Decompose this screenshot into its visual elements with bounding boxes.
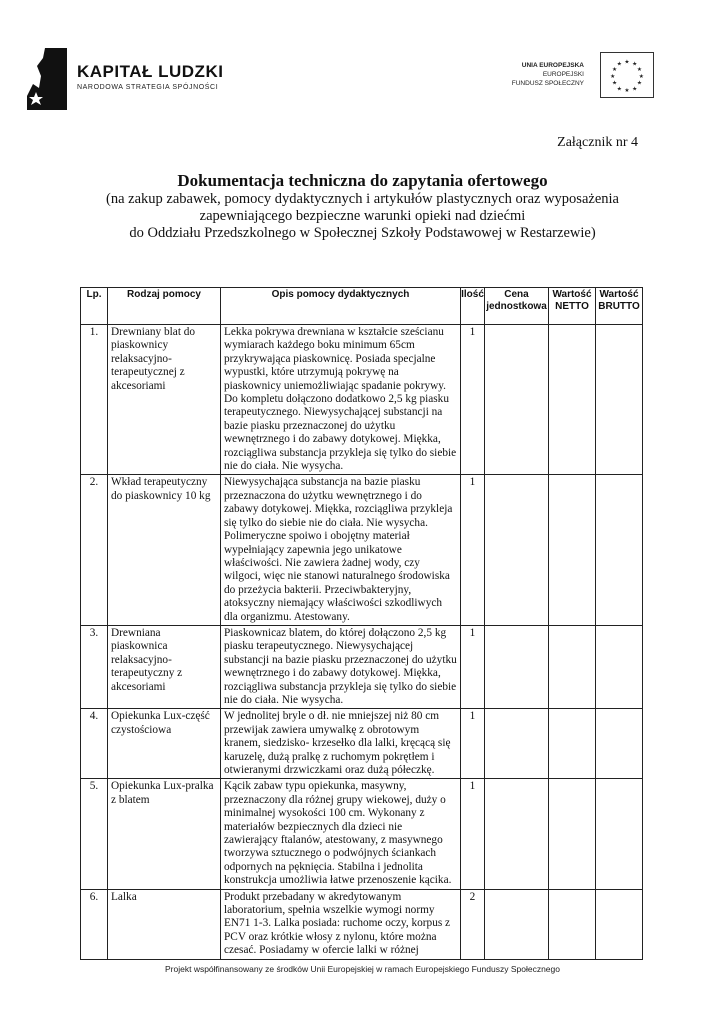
svg-text:★: ★ bbox=[616, 86, 622, 93]
cell-gross-value bbox=[596, 325, 643, 475]
eu-line-2: EUROPEJSKI bbox=[542, 71, 584, 78]
header-quantity: Ilość bbox=[461, 288, 485, 325]
cell-lp: 4. bbox=[81, 709, 108, 779]
cell-description: W jednolitej bryle o dł. nie mniejszej niż 80 cm przewijak zawiera umywalkę z obrotowym kranem, siedzisko- krzesełko dla lalki, kręcącą się karuzelę, dużą pralkę z ruchomym pokrętłem i otwieranymi drzwiczkami oraz dużą półeczkę. bbox=[221, 709, 461, 779]
cell-type: Opiekunka Lux-pralka z blatem bbox=[108, 779, 221, 889]
table-row bbox=[81, 779, 643, 889]
cell-net-value bbox=[549, 325, 596, 475]
kapital-ludzki-logo bbox=[27, 48, 227, 110]
table-row bbox=[81, 709, 643, 779]
cell-unit-price bbox=[485, 475, 549, 625]
cell-lp: 5. bbox=[81, 779, 108, 889]
cell-quantity: 1 bbox=[461, 325, 485, 475]
svg-text:★: ★ bbox=[624, 59, 630, 66]
cell-net-value bbox=[549, 889, 596, 959]
cell-type: Wkład terapeutyczny do piaskownicy 10 kg bbox=[108, 475, 221, 625]
cell-quantity: 1 bbox=[461, 779, 485, 889]
cell-type: Opiekunka Lux-część czystościowa bbox=[108, 709, 221, 779]
subtitle-line: zapewniającego bezpieczne warunki opieki nad dziećmi bbox=[199, 208, 526, 224]
svg-text:★: ★ bbox=[636, 80, 643, 87]
svg-text:★: ★ bbox=[611, 67, 618, 74]
eu-line-3: FUNDUSZ SPOŁECZNY bbox=[511, 80, 584, 87]
svg-text:★: ★ bbox=[636, 67, 643, 74]
svg-text:★: ★ bbox=[616, 61, 622, 68]
table-row bbox=[81, 475, 643, 625]
cell-type: Lalka bbox=[108, 889, 221, 959]
title-block bbox=[60, 171, 665, 242]
annex-label: Załącznik nr 4 bbox=[557, 135, 638, 150]
cell-net-value bbox=[549, 779, 596, 889]
cell-type: Drewniana piaskownica relaksacyjno-terapeutyczny z akcesoriami bbox=[108, 625, 221, 708]
footer-note: Projekt współfinansowany ze środków Unii Europejskiej w ramach Europejskiego Funduszy Społecznego bbox=[165, 964, 560, 974]
kapital-ludzki-subtitle: NARODOWA STRATEGIA SPÓJNOŚCI bbox=[77, 84, 219, 91]
svg-text:★: ★ bbox=[632, 61, 638, 68]
kapital-ludzki-emblem-icon bbox=[27, 48, 67, 110]
cell-unit-price bbox=[485, 889, 549, 959]
cell-type: Drewniany blat do piaskownicy relaksacyjno-terapeutycznej z akcesoriami bbox=[108, 325, 221, 475]
header-gross-value: Wartość BRUTTO bbox=[596, 288, 643, 325]
document-title: Dokumentacja techniczna do zapytania ofertowego bbox=[177, 171, 548, 190]
table-row bbox=[81, 889, 643, 959]
cell-gross-value bbox=[596, 889, 643, 959]
cell-gross-value bbox=[596, 709, 643, 779]
cell-description: Lekka pokrywa drewniana w kształcie sześcianu wymiarach każdego boku minimum 65cm przykrywająca piaskownicę. Posiada specjalne wypustki, które utrzymują pokrywę na piaskownicy uniemożliwiając spadanie pokrywy. Do kompletu dołączono dodatkowo 2,5 kg piasku terapeutycznego. Niewysychającej substancji na bazie piasku przeznaczonej do użytku wewnętrznego i do zabawy dotykowej. Miękka, rozciągliwa substancja przykleja się tylko do siebie nie do ciała. Nie wysycha. bbox=[221, 325, 461, 475]
subtitle-line: (na zakup zabawek, pomocy dydaktycznych i artykułów plastycznych oraz wyposażenia bbox=[106, 191, 619, 207]
header-type: Rodzaj pomocy bbox=[108, 288, 221, 325]
svg-text:★: ★ bbox=[624, 88, 630, 95]
svg-text:★: ★ bbox=[638, 73, 644, 80]
eu-stars-flag-icon bbox=[600, 52, 654, 98]
cell-net-value bbox=[549, 709, 596, 779]
svg-text:★: ★ bbox=[632, 86, 638, 93]
cell-lp: 2. bbox=[81, 475, 108, 625]
cell-gross-value bbox=[596, 475, 643, 625]
subtitle-line: do Oddziału Przedszkolnego w Społecznej Szkoły Podstawowej w Restarzewie) bbox=[129, 225, 596, 241]
cell-unit-price bbox=[485, 709, 549, 779]
cell-gross-value bbox=[596, 779, 643, 889]
header-lp: Lp. bbox=[81, 288, 108, 325]
header-description: Opis pomocy dydaktycznych bbox=[221, 288, 461, 325]
cell-description: Piaskownicaz blatem, do której dołączono 2,5 kg piasku terapeutycznego. Niewysychającej substancji na bazie piasku przeznaczonej do użytku wewnętrznego i do zabawy dotykowej. Miękka, rozciągliwa substancja przykleja się tylko do siebie nie do ciała. Nie wysycha. bbox=[221, 625, 461, 708]
cell-unit-price bbox=[485, 625, 549, 708]
cell-net-value bbox=[549, 475, 596, 625]
svg-text:★: ★ bbox=[610, 73, 616, 80]
table-row bbox=[81, 625, 643, 708]
items-table bbox=[80, 287, 643, 960]
cell-description: Kącik zabaw typu opiekunka, masywny, przeznaczony dla różnej grupy wiekowej, duży o minimalnej wysokości 100 cm. Wykonany z materiałów bezpiecznych dla dzieci nie zawierający ftalanów, atestowany, z masywnego tworzywa sztucznego o podwójnych ściankach odpornych na pęknięcia. Stabilna i jednolita konstrukcja umożliwia łatwe przenoszenie kącika. bbox=[221, 779, 461, 889]
cell-unit-price bbox=[485, 325, 549, 475]
cell-net-value bbox=[549, 625, 596, 708]
cell-lp: 6. bbox=[81, 889, 108, 959]
header-net-value: Wartość NETTO bbox=[549, 288, 596, 325]
eu-logo bbox=[500, 52, 654, 100]
cell-lp: 3. bbox=[81, 625, 108, 708]
kapital-ludzki-title: KAPITAŁ LUDZKI bbox=[77, 62, 224, 81]
cell-quantity: 1 bbox=[461, 475, 485, 625]
cell-quantity: 1 bbox=[461, 709, 485, 779]
cell-lp: 1. bbox=[81, 325, 108, 475]
cell-quantity: 2 bbox=[461, 889, 485, 959]
eu-line-1: UNIA EUROPEJSKA bbox=[521, 62, 584, 69]
cell-description: Produkt przebadany w akredytowanym laboratorium, spełnia wszelkie wymogi normy EN71 1-3. Lalka posiada: ruchome oczy, korpus z PCV oraz krótkie włosy z nylonu, które można czesać. Posiadamy w ofercie lalki w różnej bbox=[221, 889, 461, 959]
cell-description: Niewysychająca substancja na bazie piasku przeznaczona do użytku wewnętrznego i do zabawy dotykowej. Miękka, rozciągliwa przykleja się tylko do siebie nie do ciała. Nie wysycha. Polimeryczne spoiwo i obojętny materiał wypełniający zapewnia jego unikatowe właściwości. Nie zawiera żadnej wody, czy wilgoci, więc nie stanowi naturalnego środowiska do przeżycia bakterii. Przeciwbakteryjny, atoksyczny niemający właściwości szkodliwych dla organizmu. Atestowany. bbox=[221, 475, 461, 625]
table-header-row bbox=[81, 288, 643, 325]
svg-text:★: ★ bbox=[611, 80, 618, 87]
cell-gross-value bbox=[596, 625, 643, 708]
cell-unit-price bbox=[485, 779, 549, 889]
cell-quantity: 1 bbox=[461, 625, 485, 708]
header-unit-price: Cena jednostkowa bbox=[485, 288, 549, 325]
table-row bbox=[81, 325, 643, 475]
